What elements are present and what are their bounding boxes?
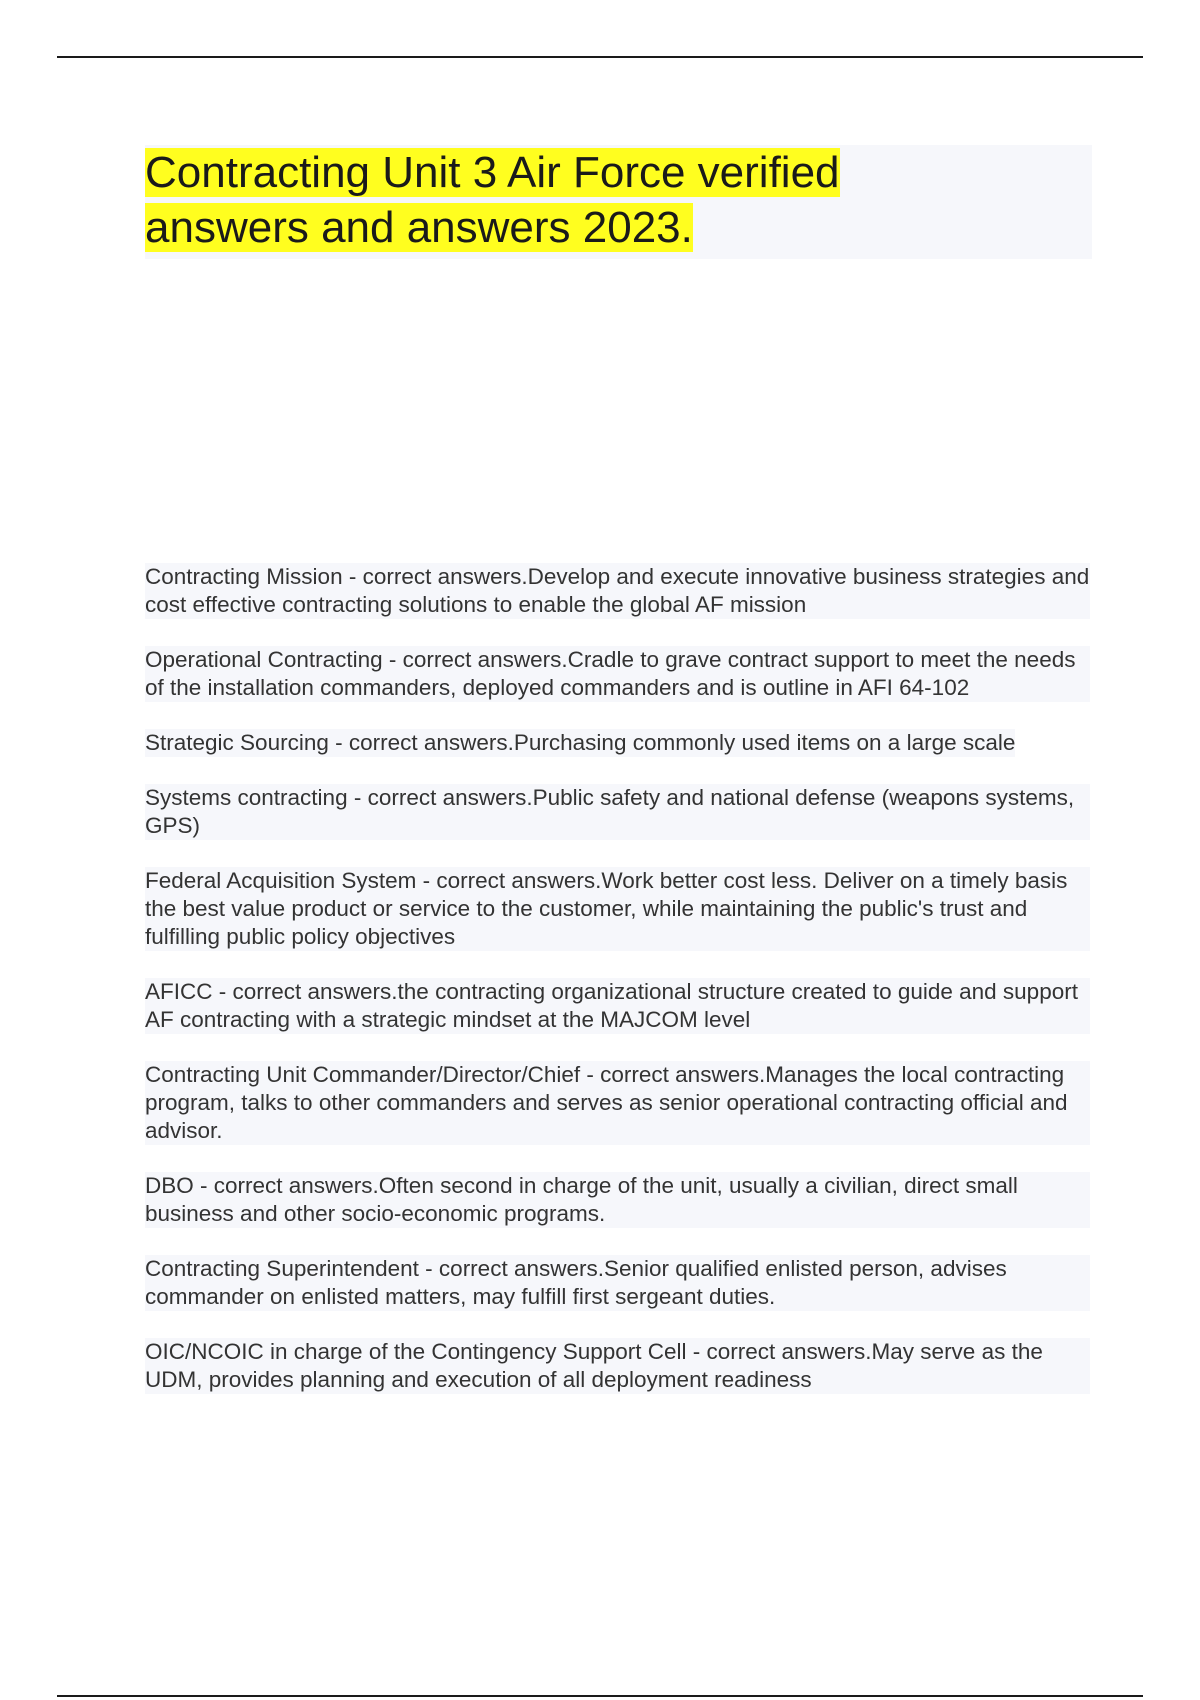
qa-entry-aficc: AFICC - correct answers.the contracting organizational structure created to guide and support AF contracting with a strategic mindset at the MAJCOM level: [145, 978, 1090, 1034]
qa-entry-operational-contracting: Operational Contracting - correct answers.Cradle to grave contract support to meet the needs of the installation commanders, deployed commanders and is outline in AFI 64-102: [145, 646, 1090, 702]
bottom-rule: [57, 1695, 1143, 1697]
title-line-2: answers and answers 2023.: [145, 203, 693, 252]
qa-entry-contracting-mission: Contracting Mission - correct answers.Develop and execute innovative business strategies and cost effective contracting solutions to enable the global AF mission: [145, 564, 1090, 617]
document-title: [145, 145, 1092, 259]
qa-list: [145, 563, 1090, 1421]
qa-entry-unit-commander: Contracting Unit Commander/Director/Chief - correct answers.Manages the local contracting program, talks to other commanders and serves as senior operational contracting official and advisor.: [145, 1061, 1090, 1145]
qa-entry-systems-contracting: Systems contracting - correct answers.Public safety and national defense (weapons systems, GPS): [145, 784, 1090, 840]
qa-entry-superintendent: Contracting Superintendent - correct answers.Senior qualified enlisted person, advises commander on enlisted matters, may fulfill first sergeant duties.: [145, 1255, 1090, 1311]
top-rule: [57, 56, 1143, 58]
qa-entry-dbo: DBO - correct answers.Often second in charge of the unit, usually a civilian, direct small business and other socio-economic programs.: [145, 1172, 1090, 1228]
title-line-1: Contracting Unit 3 Air Force verified: [145, 148, 840, 197]
qa-entry-federal-acquisition-system: Federal Acquisition System - correct answers.Work better cost less. Deliver on a timely basis the best value product or service to the customer, while maintaining the public's trust and fulfilling public policy objectives: [145, 867, 1090, 951]
qa-entry-strategic-sourcing: Strategic Sourcing - correct answers.Purchasing commonly used items on a large scale: [145, 730, 1016, 755]
qa-entry-oic-ncoic: OIC/NCOIC in charge of the Contingency Support Cell - correct answers.May serve as the UDM, provides planning and execution of all deployment readiness: [145, 1338, 1090, 1394]
